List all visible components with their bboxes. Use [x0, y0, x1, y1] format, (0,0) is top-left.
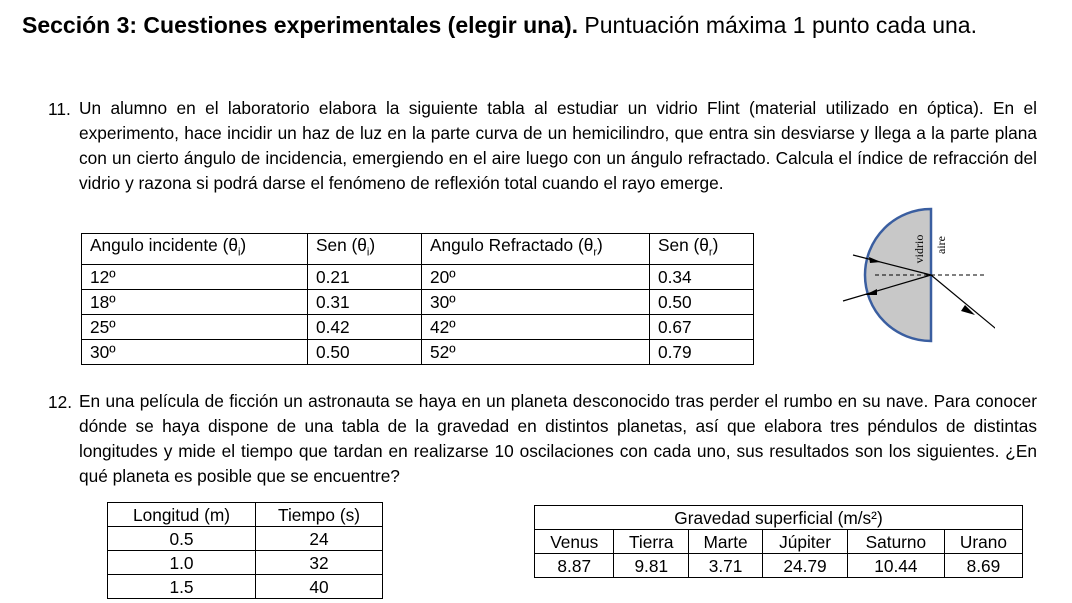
table-cell: 40 [256, 575, 383, 599]
pendulum-table [107, 502, 383, 599]
table-cell: 0.79 [650, 340, 754, 365]
table-cell: 0.67 [650, 315, 754, 340]
table-header-row [108, 503, 383, 527]
header-cell: Saturno [847, 530, 944, 554]
section-title-rest: Puntuación máxima 1 punto cada una. [578, 12, 977, 38]
table-cell: 1.5 [108, 575, 256, 599]
table-cell: 0.21 [308, 265, 422, 290]
question-11-number: 11. [48, 99, 71, 119]
table-row [82, 265, 754, 290]
air-label: aire [934, 236, 948, 254]
table-cell: 12º [82, 265, 308, 290]
header-cell: Marte [689, 530, 763, 554]
table-cell: 1.0 [108, 551, 256, 575]
table-row [82, 315, 754, 340]
table-cell: 8.87 [535, 554, 614, 578]
table-row [82, 290, 754, 315]
table-cell: 0.42 [308, 315, 422, 340]
table-cell: 0.50 [650, 290, 754, 315]
header-cell: Urano [944, 530, 1022, 554]
section-heading [22, 10, 1042, 40]
glass-label: vidrio [912, 234, 926, 264]
table-cell: 8.69 [944, 554, 1022, 578]
table-cell: 30º [422, 290, 650, 315]
refracted-ray [931, 275, 995, 333]
table-row [108, 575, 383, 599]
table-cell: 24 [256, 527, 383, 551]
table-cell: 3.71 [689, 554, 763, 578]
table-title-row [535, 506, 1023, 530]
table-cell: 24.79 [763, 554, 848, 578]
table-cell: 30º [82, 340, 308, 365]
table-cell: 0.31 [308, 290, 422, 315]
table-header-row [82, 234, 754, 265]
header-cell: Tiempo (s) [256, 503, 383, 527]
header-cell: Angulo Refractado $(\theta_r)$ [422, 234, 650, 265]
question-12-text: En una película de ficción un astronauta se haya en un planeta desconocido tras perder el rumbo en su nave. Para conocer dónde se haya dispone de una tabla de la gravedad en distintos planetas, así que elabora tres péndulos de distintas longitudes y mide el tiempo que tardan en realizarse 10 oscilaciones con cada uno, sus resultados son los siguientes. ¿En qué planeta es posible que se encuentre? [79, 391, 1037, 486]
table-header-row [535, 530, 1023, 554]
header-cell: Júpiter [763, 530, 848, 554]
table-cell: 52º [422, 340, 650, 365]
header-cell: Angulo incidente $(\theta_i)$ [82, 234, 308, 265]
header-cell: Tierra [614, 530, 689, 554]
table-cell: 0.34 [650, 265, 754, 290]
header-cell: Sen $(\theta_i)$ [308, 234, 422, 265]
table-row [108, 527, 383, 551]
gravity-table [534, 505, 1023, 578]
table-cell: 25º [82, 315, 308, 340]
table-row [82, 340, 754, 365]
refraction-table [81, 233, 754, 365]
header-cell: Venus [535, 530, 614, 554]
header-cell: Sen $(\theta_r)$ [650, 234, 754, 265]
hemicylinder-diagram [835, 205, 995, 345]
table-cell: 32 [256, 551, 383, 575]
gravity-table-title: Gravedad superficial (m/s²) [535, 506, 1023, 530]
table-cell: 10.44 [847, 554, 944, 578]
table-cell: 9.81 [614, 554, 689, 578]
table-row [108, 551, 383, 575]
table-cell: 18º [82, 290, 308, 315]
table-cell: 0.5 [108, 527, 256, 551]
table-cell: 20º [422, 265, 650, 290]
table-row [535, 554, 1023, 578]
table-cell: 42º [422, 315, 650, 340]
question-11-text: Un alumno en el laboratorio elabora la siguiente tabla al estudiar un vidrio Flint (material utilizado en óptica). En el experimento, hace incidir un haz de luz en la parte curva de un hemicilindro, que entra sin desviarse y llega a la parte plana con un cierto ángulo de incidencia, emergiendo en el aire luego con un ángulo refractado. Calcula el índice de refracción del vidrio y razona si podrá darse el fenómeno de reflexión total cuando el rayo emerge. [79, 98, 1037, 193]
table-cell: 0.50 [308, 340, 422, 365]
question-12-number: 12. [48, 392, 73, 412]
header-cell: Longitud (m) [108, 503, 256, 527]
section-title-bold: Sección 3: Cuestiones experimentales (elegir una). [22, 12, 579, 38]
